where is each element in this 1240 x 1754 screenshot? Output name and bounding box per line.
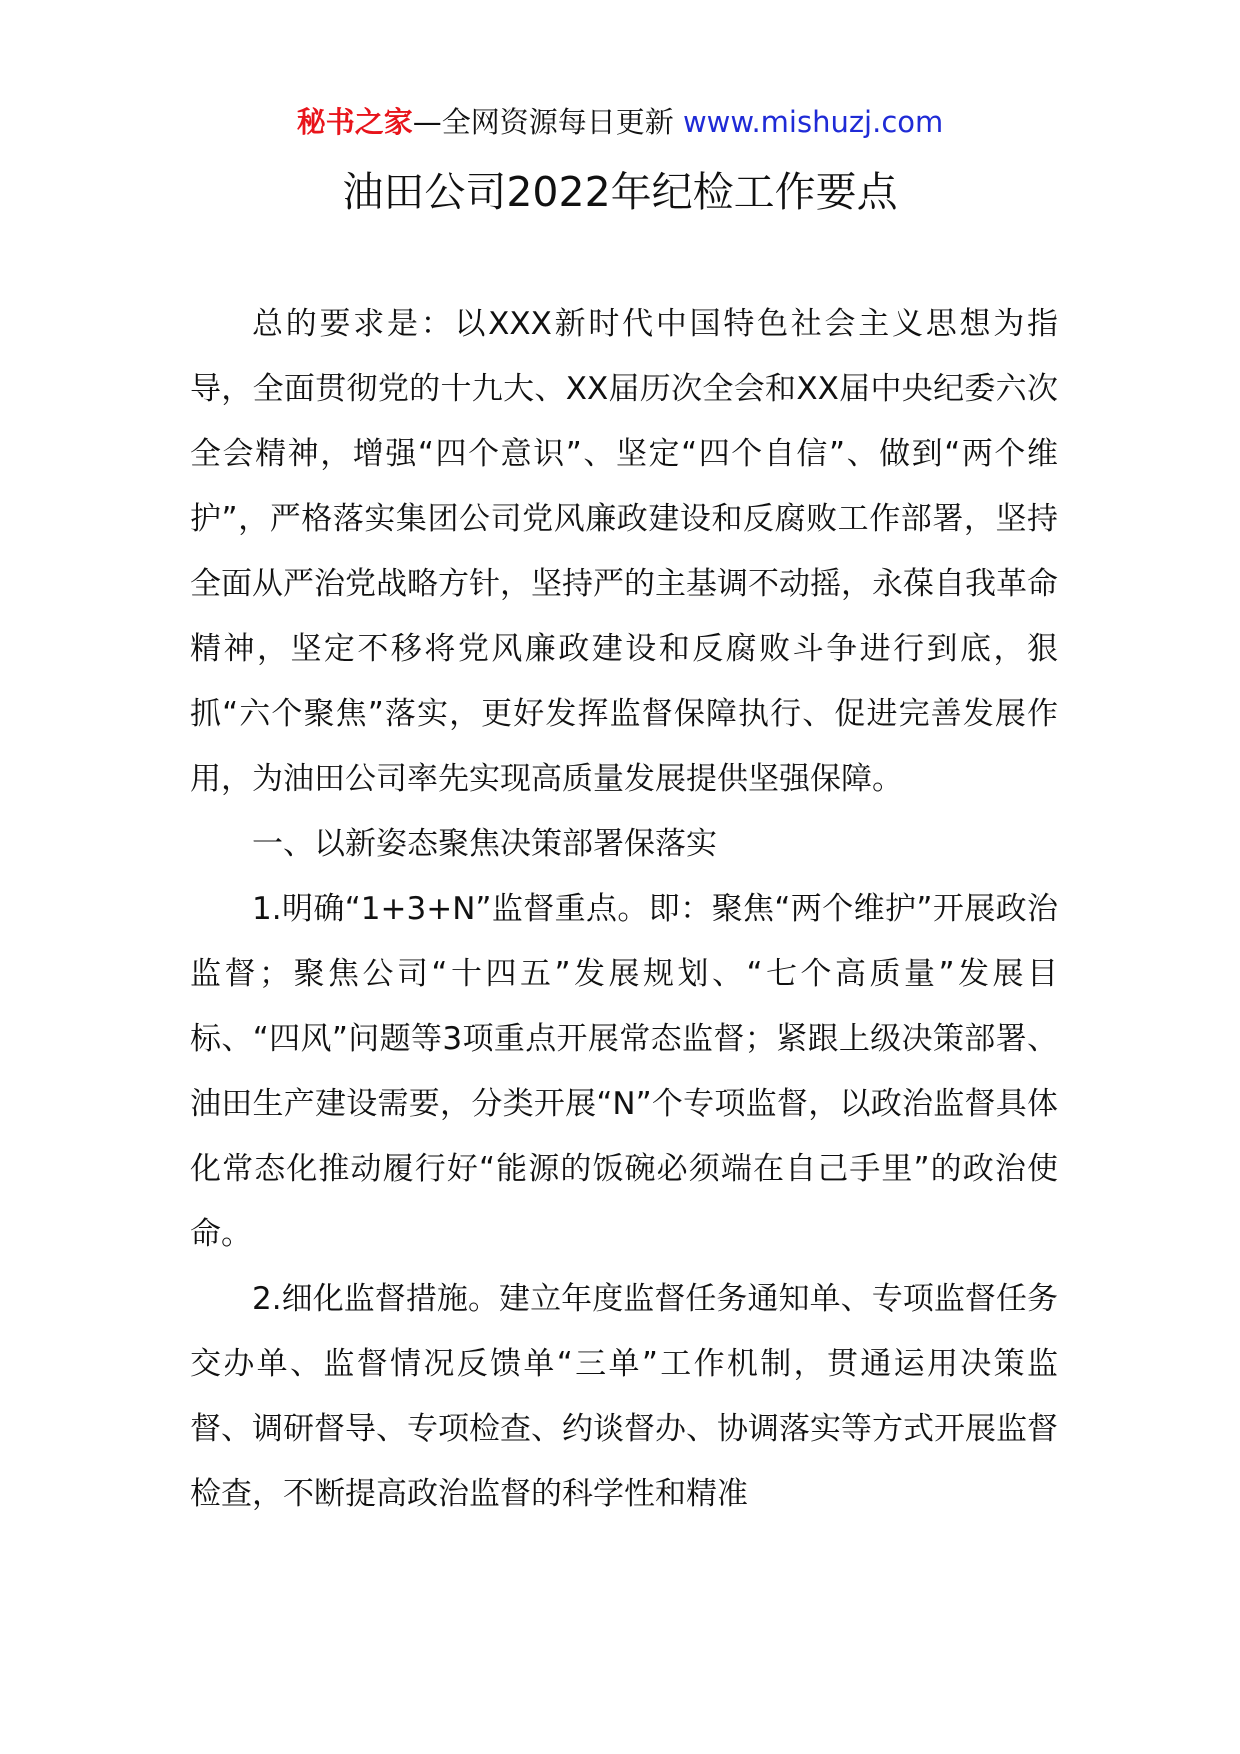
site-header xyxy=(0,100,1240,144)
brand-name: 秘书之家 xyxy=(296,105,413,139)
item-2-paragraph: 2.细化监督措施。建立年度监督任务通知单、专项监督任务交办单、监督情况反馈单“三单”工作机制，贯通运用决策监督、调研督导、专项检查、约谈督办、协调落实等方式开展监督检查，不断提高政治监督的科学性和精准 xyxy=(190,1281,1058,1512)
document-body xyxy=(190,292,1058,1527)
document-title: 油田公司2022年纪检工作要点 xyxy=(342,168,898,216)
item-1-paragraph: 1.明确“1+3+N”监督重点。即：聚焦“两个维护”开展政治监督；聚焦公司“十四五”发展规划、“七个高质量”发展目标、“四风”问题等3项重点开展常态监督；紧跟上级决策部署、油田生产建设需要，分类开展“N”个专项监督，以政治监督具体化常态化推动履行好“能源的饭碗必须端在自己手里”的政治使命。 xyxy=(190,891,1058,1252)
section-heading: 一、以新姿态聚焦决策部署保落实 xyxy=(252,826,717,862)
header-tagline: —全网资源每日更新 xyxy=(412,105,683,139)
site-link[interactable]: www.mishuzj.com xyxy=(682,105,944,139)
intro-paragraph: 总的要求是：以XXX新时代中国特色社会主义思想为指导，全面贯彻党的十九大、XX届历次全会和XX届中央纪委六次全会精神，增强“四个意识”、坚定“四个自信”、做到“两个维护”，严格落实集团公司党风廉政建设和反腐败工作部署，坚持全面从严治党战略方针，坚持严的主基调不动摇，永葆自我革命精神，坚定不移将党风廉政建设和反腐败斗争进行到底，狠抓“六个聚焦”落实，更好发挥监督保障执行、促进完善发展作用，为油田公司率先实现高质量发展提供坚强保障。 xyxy=(190,306,1058,797)
